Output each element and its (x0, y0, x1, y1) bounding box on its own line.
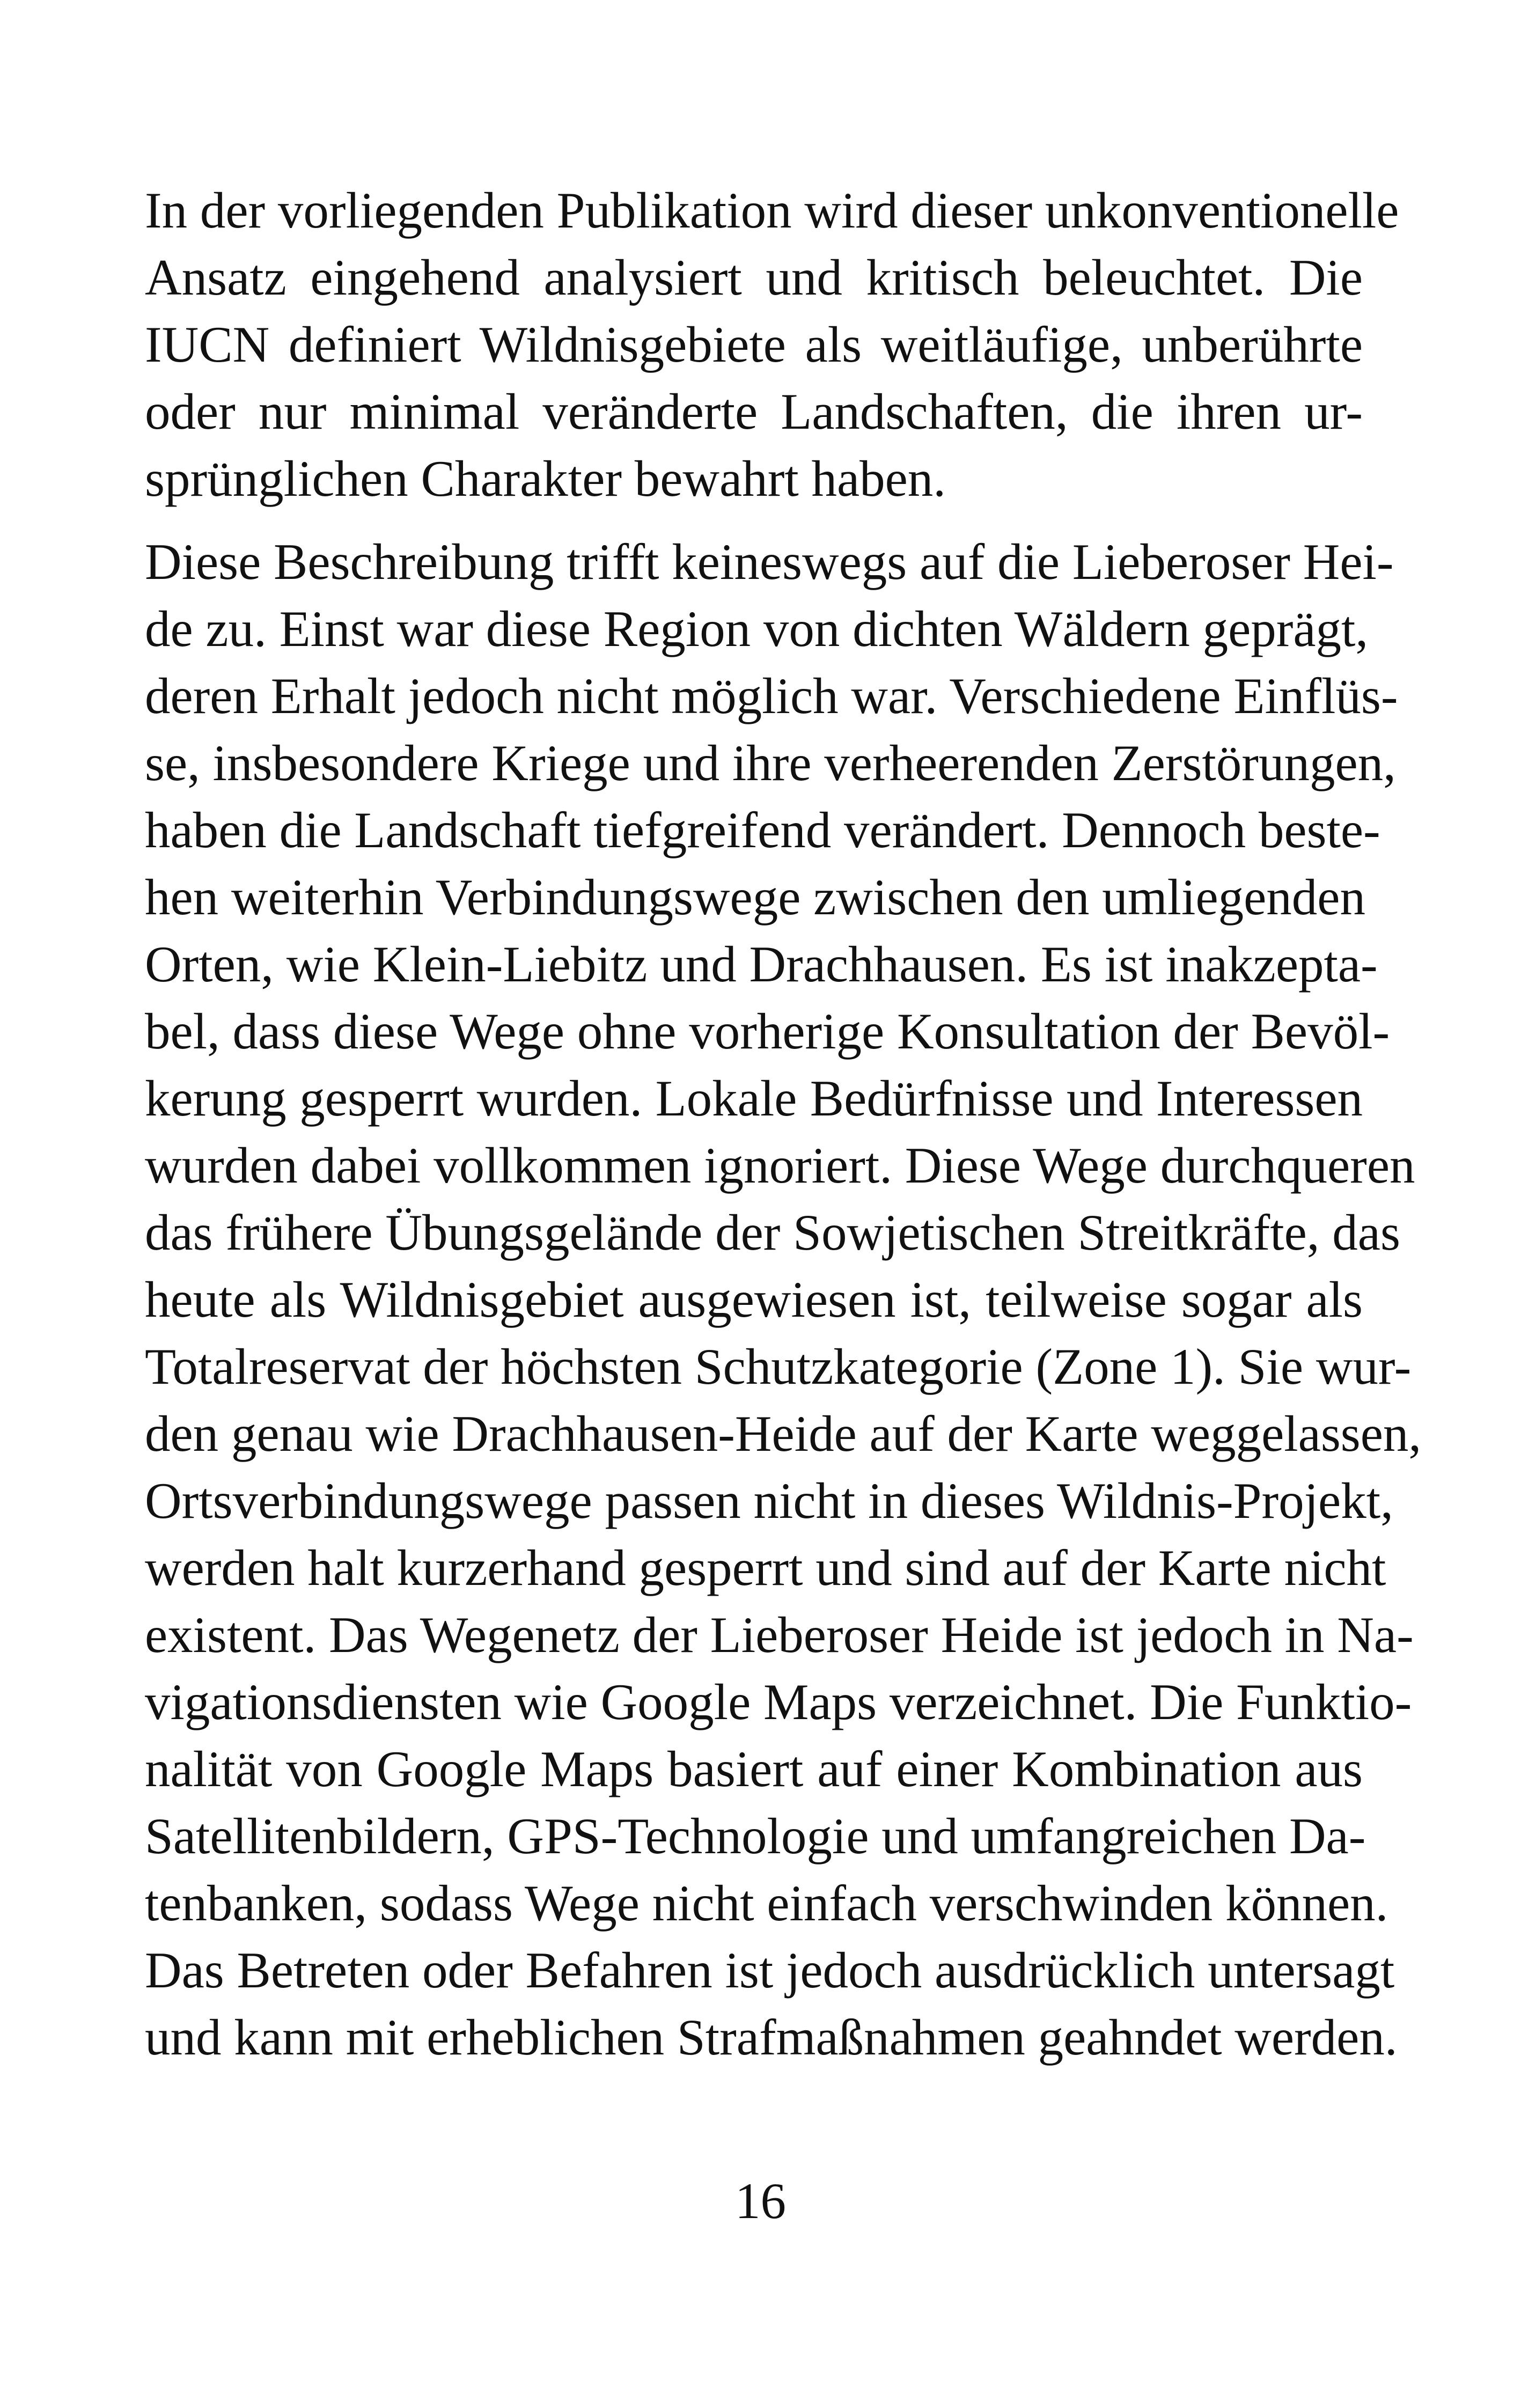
text-line: tenbanken, sodass Wege nicht einfach verschwinden können. (145, 1875, 1388, 1932)
text-line: Orten, wie Klein-Liebitz und Drachhausen. Es ist inakzepta- (145, 936, 1378, 993)
text-line: existent. Das Wegenetz der Lieberoser Heide ist jedoch in Na- (145, 1606, 1414, 1663)
text-line: In der vorliegenden Publikation wird dieser unkonventionelle (145, 182, 1399, 239)
text-line: nalität von Google Maps basiert auf einer Kombination aus (145, 1741, 1363, 1797)
text-line: heute als Wildnisgebiet ausgewiesen ist, teilweise sogar als (145, 1271, 1363, 1328)
text-line: kerung gesperrt wurden. Lokale Bedürfnisse und Interessen (145, 1070, 1363, 1127)
text-line: Ansatz eingehend analysiert und kritisch beleuchtet. Die (145, 249, 1363, 306)
text-line: das frühere Übungsgelände der Sowjetischen Streitkräfte, das (145, 1204, 1400, 1261)
text-line: se, insbesondere Kriege und ihre verheerenden Zerstörungen, (145, 735, 1396, 791)
text-line: oder nur minimal veränderte Landschaften, die ihren ur- (145, 383, 1363, 440)
text-line: Diese Beschreibung trifft keineswegs auf die Lieberoser Hei- (145, 533, 1394, 590)
text-line: bel, dass diese Wege ohne vorherige Konsultation der Bevöl- (145, 1003, 1390, 1060)
text-line: haben die Landschaft tiefgreifend verändert. Dennoch beste- (145, 802, 1380, 858)
text-line: Das Betreten oder Befahren ist jedoch ausdrücklich untersagt (145, 1942, 1395, 1999)
page-number: 16 (735, 2172, 786, 2229)
text-line: wurden dabei vollkommen ignoriert. Diese Wege durchqueren (145, 1137, 1415, 1194)
text-line: den genau wie Drachhausen-Heide auf der Karte weggelassen, (145, 1405, 1422, 1462)
text-line: Satellitenbildern, GPS-Technologie und umfangreichen Da- (145, 1808, 1366, 1864)
text-line: Totalreservat der höchsten Schutzkategorie (Zone 1). Sie wur- (145, 1338, 1412, 1395)
text-line: hen weiterhin Verbindungswege zwischen den umliegenden (145, 869, 1365, 926)
body-text (145, 177, 1422, 2071)
text-line: deren Erhalt jedoch nicht möglich war. Verschiedene Einflüs- (145, 667, 1398, 724)
text-line: sprünglichen Charakter bewahrt haben. (145, 450, 946, 507)
paragraph-1 (145, 177, 1399, 512)
text-line: Ortsverbindungswege passen nicht in dieses Wildnis-Projekt, (145, 1472, 1393, 1529)
text-line: IUCN definiert Wildnisgebiete als weitläufige, unberührte (145, 316, 1363, 373)
text-line: de zu. Einst war diese Region von dichten Wäldern geprägt, (145, 600, 1369, 657)
text-line: und kann mit erheblichen Strafmaßnahmen geahndet werden. (145, 2009, 1398, 2066)
paragraph-2 (145, 528, 1422, 2071)
text-line: vigationsdiensten wie Google Maps verzeichnet. Die Funktio- (145, 1673, 1412, 1730)
text-line: werden halt kurzerhand gesperrt und sind auf der Karte nicht (145, 1539, 1386, 1596)
